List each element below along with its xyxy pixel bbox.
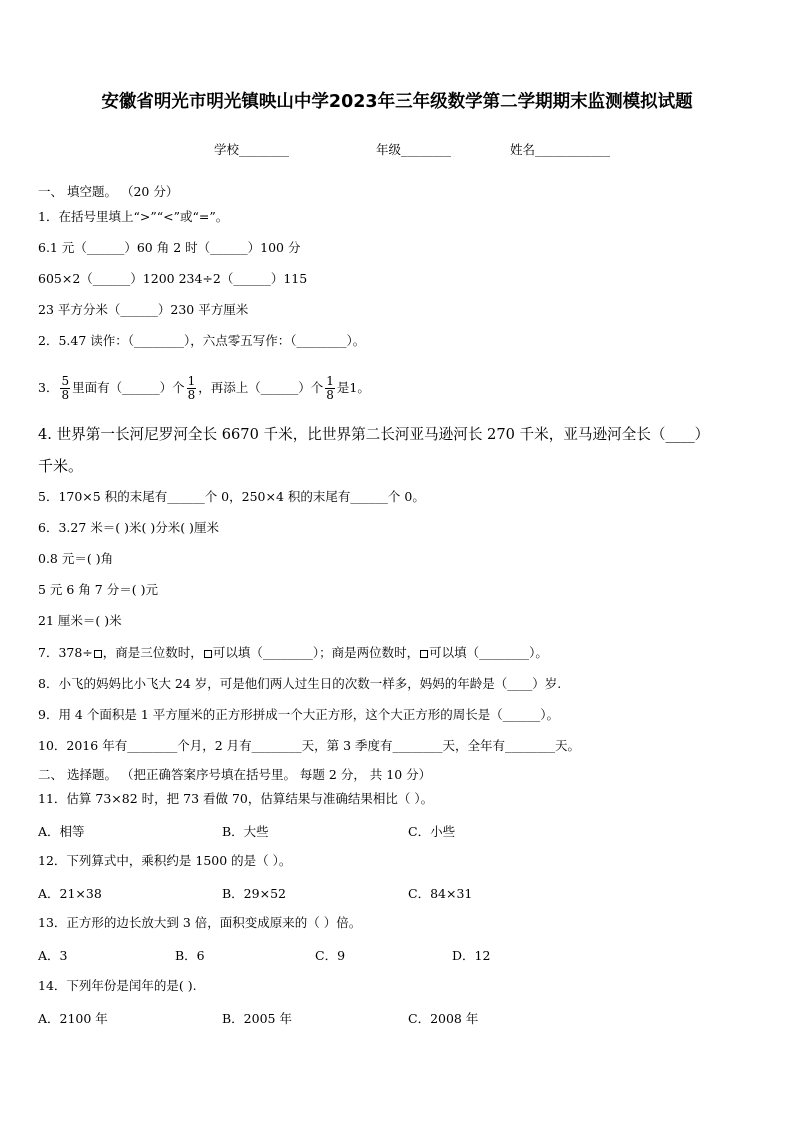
fraction-5-8: $\frac{5}{8}$ (61, 374, 70, 402)
q9: 9．用 4 个面积是 1 平方厘米的正方形拼成一个大正方形，这个大正方形的周长是（______）。 (38, 707, 560, 722)
q3-part2: ，再添上（______）个 (198, 380, 324, 395)
q4-line1: 4. 世界第一长河尼罗河全长 6670 千米，比世界第二长河亚马逊河长 270 千米，亚马逊河全长（____） (38, 426, 710, 443)
grade-field: 年级________ (376, 142, 452, 157)
q8: 8．小飞的妈妈比小飞大 24 岁，可是他们两人过生日的次数一样多，妈妈的年龄是（____）岁. (38, 676, 562, 691)
q6-row2: 0.8 元＝( )角 (38, 551, 114, 566)
q14-option-a: A．2100 年 (38, 1011, 108, 1026)
q7-part4: 可以填（________）。 (429, 645, 548, 660)
q3 (38, 370, 370, 406)
q1-row1: 6.1 元（______）60 角 2 时（______）100 分 (38, 240, 301, 255)
q13-prompt: 13．正方形的边长放大到 3 倍，面积变成原来的（ ）倍。 (38, 915, 362, 930)
fraction-1-8-b: $\frac{1}{8}$ (326, 374, 334, 402)
q13-option-c: C．9 (315, 948, 346, 963)
q6-row4: 21 厘米＝( )米 (38, 613, 122, 628)
q11-option-b: B．大些 (222, 824, 269, 839)
blank-square-icon (94, 650, 102, 658)
q1-prompt: 1．在括号里填上“>”“<”或“=”。 (38, 209, 229, 224)
q11-option-a: A．相等 (38, 824, 85, 839)
section2-header: 二、 选择题。 （把正确答案序号填在括号里。 每题 2 分， 共 10 分） (38, 767, 432, 782)
page-title: 安徽省明光市明光镇映山中学2023年三年级数学第二学期期末监测模拟试题 (101, 92, 693, 112)
q7-part1: 7．378÷ (38, 645, 93, 660)
blank-square-icon (204, 650, 212, 658)
q13-option-b: B．6 (175, 948, 205, 963)
name-field: 姓名____________ (510, 142, 611, 157)
q5: 5．170×5 积的末尾有______个 0，250×4 积的末尾有______个 0。 (38, 489, 425, 504)
q7 (38, 645, 548, 661)
q13-option-d: D．12 (452, 948, 491, 963)
q11-option-c: C．小些 (408, 824, 456, 839)
q12-option-c: C．84×31 (408, 886, 473, 901)
q6-row3: 5 元 6 角 7 分＝( )元 (38, 582, 158, 597)
q12-option-b: B．29×52 (222, 886, 286, 901)
q3-number: 3． (38, 380, 59, 395)
q13-option-a: A．3 (38, 948, 68, 963)
q11-prompt: 11．估算 73×82 时，把 73 看做 70，估算结果与准确结果相比（ ）。 (38, 791, 434, 806)
q10: 10．2016 年有________个月，2 月有________天，第 3 季度有________天，全年有________天。 (38, 738, 581, 753)
school-field: 学校________ (214, 142, 290, 157)
q7-part3: 可以填（________）；商是两位数时， (212, 645, 420, 660)
q3-part3: 是1。 (336, 380, 370, 395)
q6-row1: 6．3.27 米＝( )米( )分米( )厘米 (38, 520, 219, 535)
q12-prompt: 12．下列算式中，乘积约是 1500 的是（ ）。 (38, 853, 292, 868)
q12-option-a: A．21×38 (38, 886, 102, 901)
q14-option-c: C．2008 年 (408, 1011, 479, 1026)
section1-header: 一、 填空题。 （20 分） (38, 184, 179, 199)
q1-row2: 605×2（______）1200 234÷2（______）115 (38, 271, 308, 286)
q4-line2: 千米。 (38, 457, 84, 475)
q14-option-b: B．2005 年 (222, 1011, 292, 1026)
q3-part1: 里面有（______）个 (72, 380, 185, 395)
fraction-1-8-a: $\frac{1}{8}$ (187, 374, 196, 402)
q7-part2: ，商是三位数时， (102, 645, 203, 660)
blank-square-icon (420, 650, 428, 658)
q2: 2．5.47 读作：（________），六点零五写作：（________）。 (38, 333, 366, 348)
q1-row3: 23 平方分米（______）230 平方厘米 (38, 302, 249, 317)
q14-prompt: 14．下列年份是闰年的是( ). (38, 978, 197, 993)
